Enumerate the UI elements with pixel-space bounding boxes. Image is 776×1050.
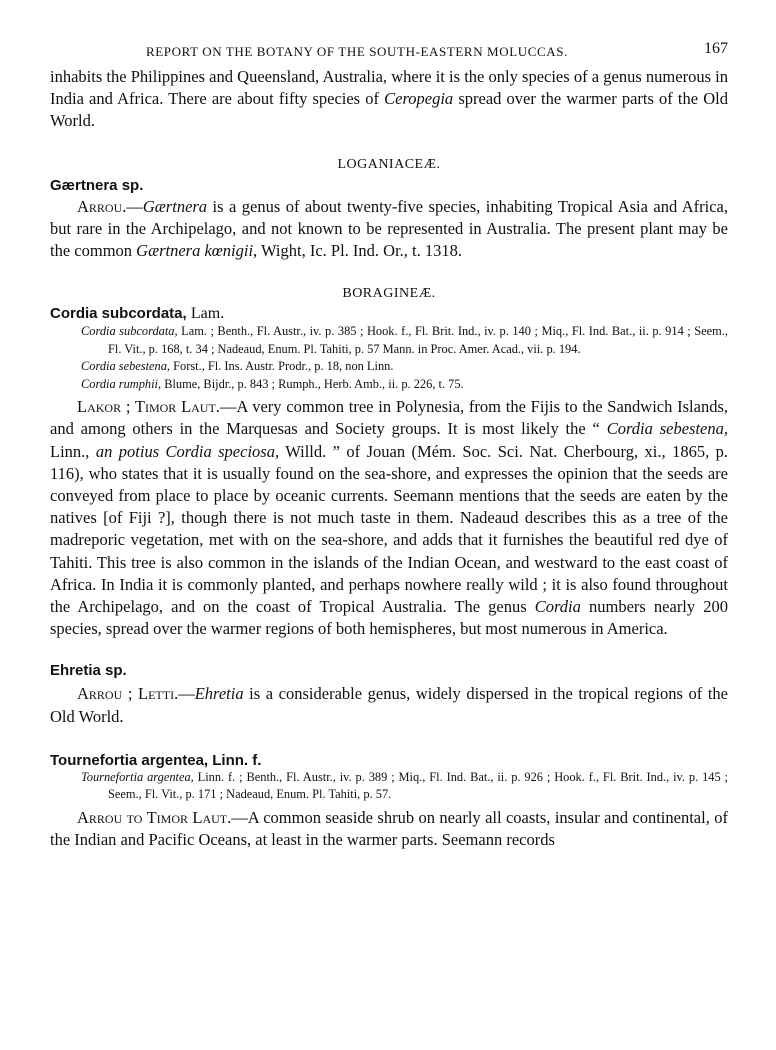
running-header — [50, 40, 728, 66]
species-heading-tournefortia: Tournefortia argentea, Linn. f. — [50, 751, 262, 769]
citation-1: Cordia subcordata, Lam. ; Benth., Fl. Austr., iv. p. 385 ; Hook. f., Fl. Brit. Ind., iv. p. 140 ; Miq., Fl. Ind. Bat., ii. p. 914 ; Seem., Fl. Vit., p. 168, t. 34 ; Nadeaud, Enum. Pl. Tahiti, p. 57 Mann. in Proc. Amer. Acad., vii. p. 194. — [81, 324, 728, 356]
citation-tournefortia: Tournefortia argentea, Linn. f. ; Benth., Fl. Austr., iv. p. 389 ; Miq., Fl. Ind. Bat., ii. p. 926 ; Hook. f., Fl. Brit. Ind., iv. p. 145 ; Seem., Fl. Vit., p. 171 ; Nadeaud, Enum. Pl. Tahiti, p. 57. — [81, 769, 729, 802]
family-heading-loganiaceae: LOGANIACEÆ. — [337, 156, 441, 172]
species-heading-ehretia: Ehretia sp. — [50, 662, 127, 680]
citation-3: Cordia rumphii, Blume, Bijdr., p. 843 ; Rumph., Herb. Amb., ii. p. 226, t. 75. — [81, 376, 464, 391]
tournefortia-paragraph: Arrou to Timor Laut.—A common seaside shrub on nearly all coasts, insular and continental, of the Indian and Pacific Oceans, at least in the warmer parts. Seemann records — [50, 807, 728, 850]
running-title: REPORT ON THE BOTANY OF THE SOUTH-EASTERN MOLUCCAS. — [146, 44, 568, 59]
page — [50, 40, 728, 851]
citation-2: Cordia sebestena, Forst., Fl. Ins. Austr. Prodr., p. 18, non Linn. — [81, 359, 394, 374]
species-heading-cordia: Cordia subcordata, Lam. — [50, 305, 225, 323]
species-heading-gaertnera: Gærtnera sp. — [50, 176, 144, 194]
cordia-paragraph: Lakor ; Timor Laut.—A very common tree in Polynesia, from the Fijis to the Sandwich Islands, and among others in the Marquesas and Society groups. It is most likely the “ Cordia sebestena, Linn., an potius Cordia speciosa, Willd. ” of Jouan (Mém. Soc. Sci. Nat. Cherbourg, xi., 1865, p. 116), who states that it is usually found on the sea-shore, and expresses the opinion that the seeds are conveyed from place to place by oceanic currents. Seemann mentions that the seeds are eaten by the natives [of Fiji ?], though there is not much taste in them. Nadeaud describes this as a tree of the madreporic vegetation, met with on the sea-shore, and adds that it furnishes the beautiful red dye of Tahiti. This tree is also common in the islands of the Indian Ocean, and westward to the east coast of Africa. In India it is commonly planted, and perhaps nowhere really wild ; it is also found throughout the Archipelago, and on the coast of Tropical Australia. The genus Cordia numbers nearly 200 species, spread over the warmer regions of both hemispheres, but most numerous in America. — [50, 397, 728, 639]
ehretia-paragraph: Arrou ; Letti.—Ehretia is a considerable genus, widely dispersed in the tropical regions of the Old World. — [50, 684, 728, 726]
family-heading-boragineae: BORAGINEÆ. — [342, 286, 436, 302]
page-number: 167 — [704, 40, 728, 57]
intro-paragraph: inhabits the Philippines and Queensland, Australia, where it is the only species of a genus numerous in India and Africa. There are about fifty species of Ceropegia spread over the warmer parts of the Old World. — [50, 67, 728, 131]
gaertnera-paragraph: Arrou.—Gærtnera is a genus of about twenty-five species, inhabiting Tropical Asia and Africa, but rare in the Archipelago, and not known to be represented in Australia. The present plant may be the common Gærtnera kœnigii, Wight, Ic. Pl. Ind. Or., t. 1318. — [50, 196, 728, 261]
